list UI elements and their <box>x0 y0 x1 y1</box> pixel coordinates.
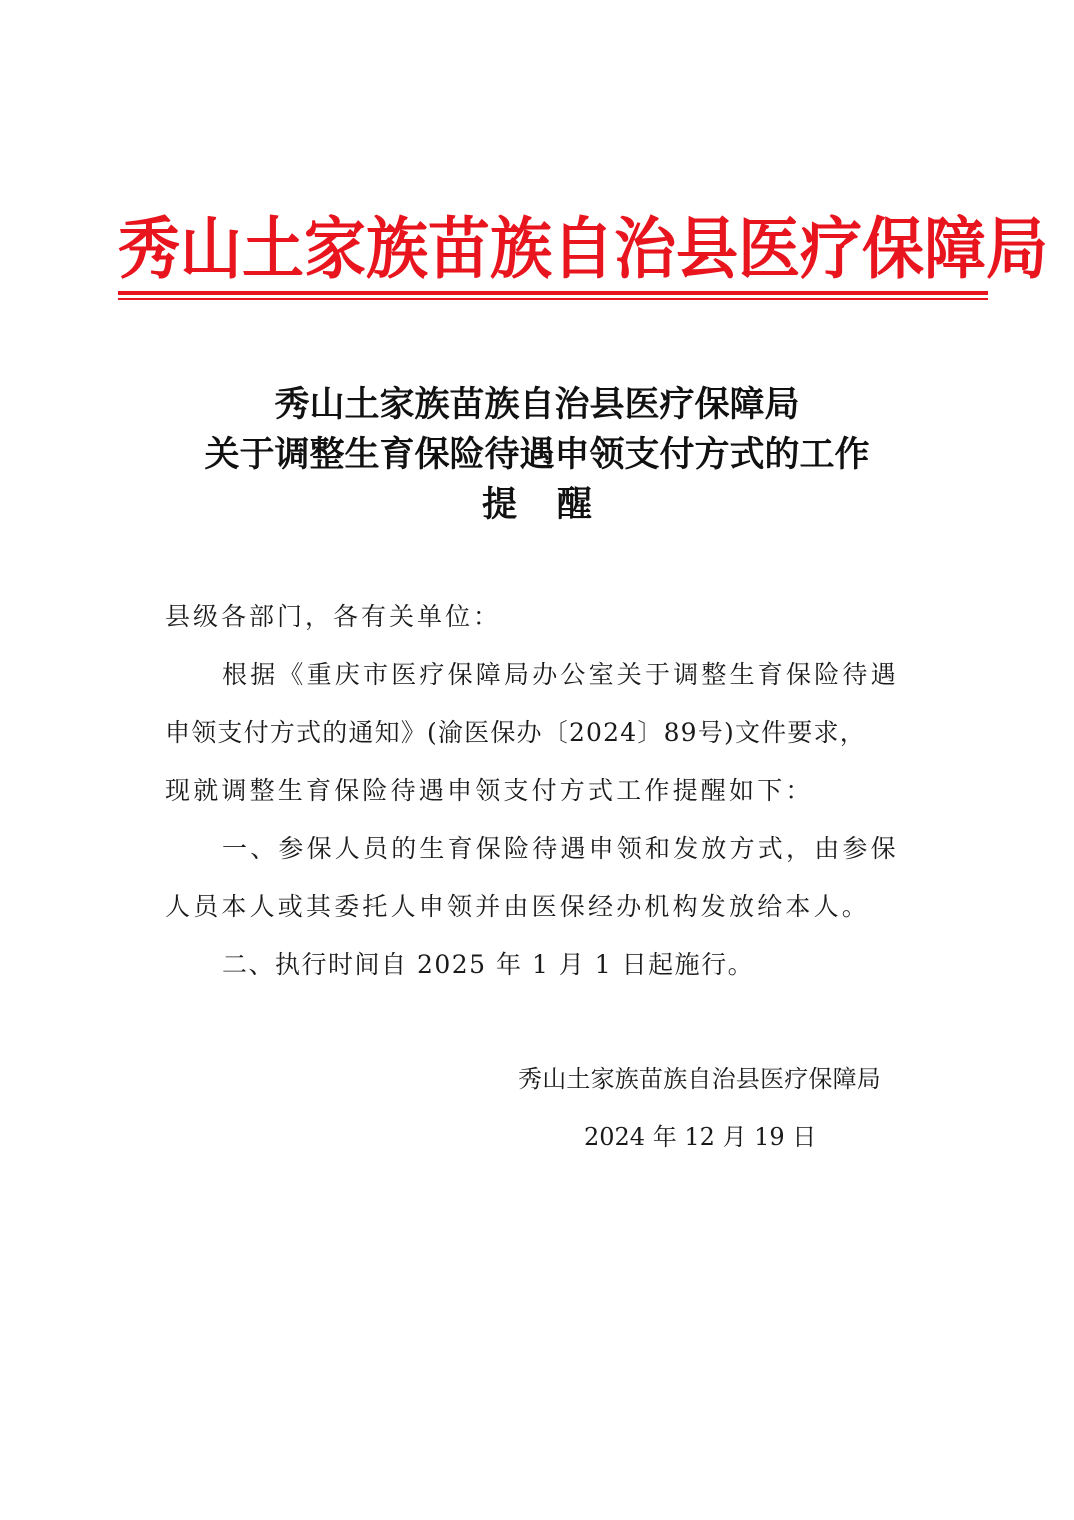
title-line-3: 提醒 <box>481 484 632 525</box>
masthead-org-name: 秀山土家族苗族自治县医疗保障局 <box>118 209 1049 289</box>
para2-line1: 一、参保人员的生育保险待遇申领和发放方式，由参保 <box>222 834 899 863</box>
para1-line1: 根据《重庆市医疗保障局办公室关于调整生育保险待遇 <box>222 660 899 689</box>
masthead-red-rule-thick <box>118 291 988 295</box>
title-line-2: 关于调整生育保险待遇申领支付方式的工作 <box>204 434 870 475</box>
para1-line3: 现就调整生育保险待遇申领支付方式工作提醒如下： <box>165 776 814 805</box>
masthead-red-rule-thin <box>118 298 988 300</box>
salutation: 县级各部门，各有关单位： <box>165 602 502 631</box>
para2-line2: 人员本人或其委托人申领并由医保经办机构发放给本人。 <box>165 892 871 921</box>
document-title <box>120 380 954 530</box>
para1-line2: 申领支付方式的通知》(渝医保办〔2024〕89号)文件要求， <box>165 718 866 747</box>
signature-date: 2024 年 12 月 19 日 <box>584 1123 817 1151</box>
para3-line1: 二、执行时间自 2025 年 1 月 1 日起施行。 <box>222 950 755 979</box>
title-line-1: 秀山土家族苗族自治县医疗保障局 <box>274 384 800 425</box>
signature-org: 秀山土家族苗族自治县医疗保障局 <box>518 1065 881 1093</box>
